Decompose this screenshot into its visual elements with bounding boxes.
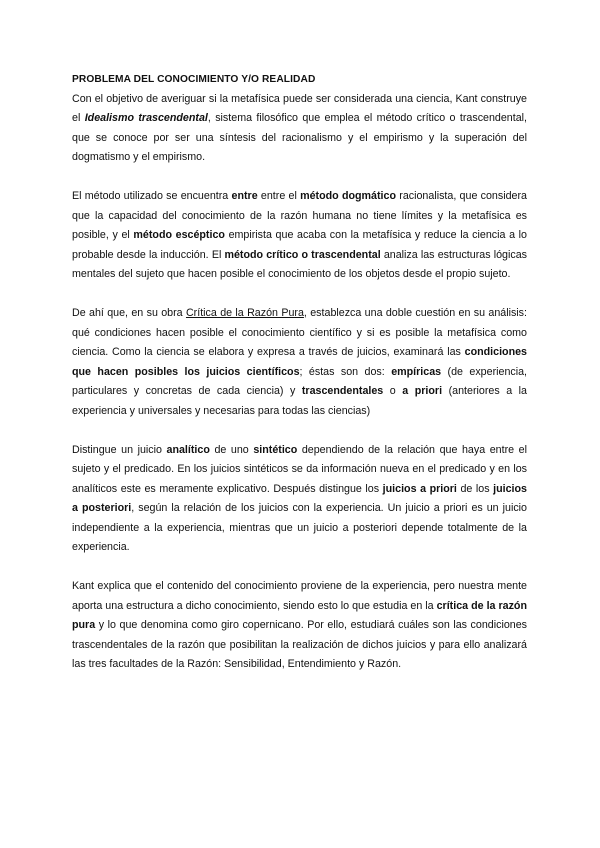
text-span: (anteriores a la experiencia y universales y necesarias para todas las ciencias)	[72, 385, 527, 417]
text-span: Distingue un juicio	[72, 443, 167, 456]
text-span: racionalista, que considera que la capacidad del conocimiento de la razón humana no tiene límites y la metafísica es posible, y el	[72, 190, 527, 241]
bold-term: juicios a posteriori	[72, 482, 527, 514]
text-span: analiza las estructuras lógicas mentales del sujeto que hacen posible el conocimiento de los objetos desde el propio sujeto.	[72, 248, 527, 280]
bold-term: juicios a priori	[382, 482, 457, 495]
paragraph-3	[72, 304, 527, 421]
bold-term: sintético	[253, 443, 298, 456]
bold-term: método dogmático	[300, 190, 396, 202]
bold-term: trascendentales	[301, 385, 384, 397]
bold-term: analítico	[166, 443, 210, 456]
text-span: ; éstas son dos:	[299, 365, 392, 378]
text-span: El método utilizado se encuentra	[72, 190, 232, 202]
bold-italic-term: Idealismo trascendental	[84, 112, 208, 124]
text-span: Kant explica que el contenido del conocimiento proviene de la experiencia, pero nuestra mente aporta una estructura a dicho conocimiento, siendo esto lo que estudia en la	[72, 580, 527, 612]
bold-term: empíricas	[391, 365, 442, 378]
text-span: de los	[456, 482, 494, 495]
text-span: (de experiencia, particulares y concretas de cada ciencia) y	[72, 365, 528, 397]
text-span: De ahí que, en su obra	[72, 307, 186, 319]
text-span: Con el objetivo de averiguar si la metafísica puede ser considerada una ciencia, Kant construye el	[72, 92, 527, 124]
bold-term: método crítico o trascendental	[224, 248, 381, 261]
text-span: , sistema filosófico que emplea el método crítico o trascendental, que se conoce por ser una síntesis del racionalismo y el empirismo y la superación del dogmatismo y el empirismo.	[72, 112, 528, 163]
text-span: entre el	[257, 190, 301, 202]
text-span: de uno	[209, 443, 254, 456]
paragraph-5	[72, 577, 527, 675]
bold-term: entre	[231, 190, 258, 202]
bold-term: crítica de la razón pura	[72, 599, 527, 631]
book-title-underlined: Crítica de la Razón Pura	[185, 307, 304, 319]
bold-term: método escéptico	[133, 229, 225, 241]
document-title: PROBLEMA DEL CONOCIMIENTO Y/O REALIDAD	[72, 74, 316, 85]
text-span: , establezca una doble cuestión en su análisis: qué condiciones hacen posible el conocimiento científico y si es posible la metafísica como ciencia. Como la ciencia se elabora y expresa a través de juicios, examinará las	[72, 307, 527, 358]
text-span: , según la relación de los juicios con la experiencia. Un juicio a priori es un juicio independiente a la experiencia, mientras que un juicio a posteriori depende totalmente de la experiencia.	[72, 502, 528, 553]
text-span: y lo que denomina como giro copernicano. Por ello, estudiará cuáles son las condiciones trascendentales de la razón que posibilitan la realización de dichos juicios y para ello analizará las tres facultades de la Razón: Sensibilidad, Entendimiento y Razón.	[72, 619, 527, 670]
paragraph-4	[72, 441, 527, 558]
text-span: empirista que acaba con la metafísica y reduce la ciencia a lo probable desde la inducción. El	[72, 229, 527, 261]
bold-term: condiciones que hacen posibles los juicios científicos	[72, 346, 527, 378]
text-span: dependiendo de la relación que haya entre el sujeto y el predicado. En los juicios sintéticos se da información nueva en el predicado y en los analíticos este es meramente explicativo. Después distingue los	[72, 443, 527, 495]
paragraph-2	[72, 187, 527, 285]
paragraph-1	[72, 90, 527, 168]
bold-term: a priori	[402, 385, 443, 397]
text-span: o	[383, 385, 403, 397]
document-page	[72, 70, 527, 694]
